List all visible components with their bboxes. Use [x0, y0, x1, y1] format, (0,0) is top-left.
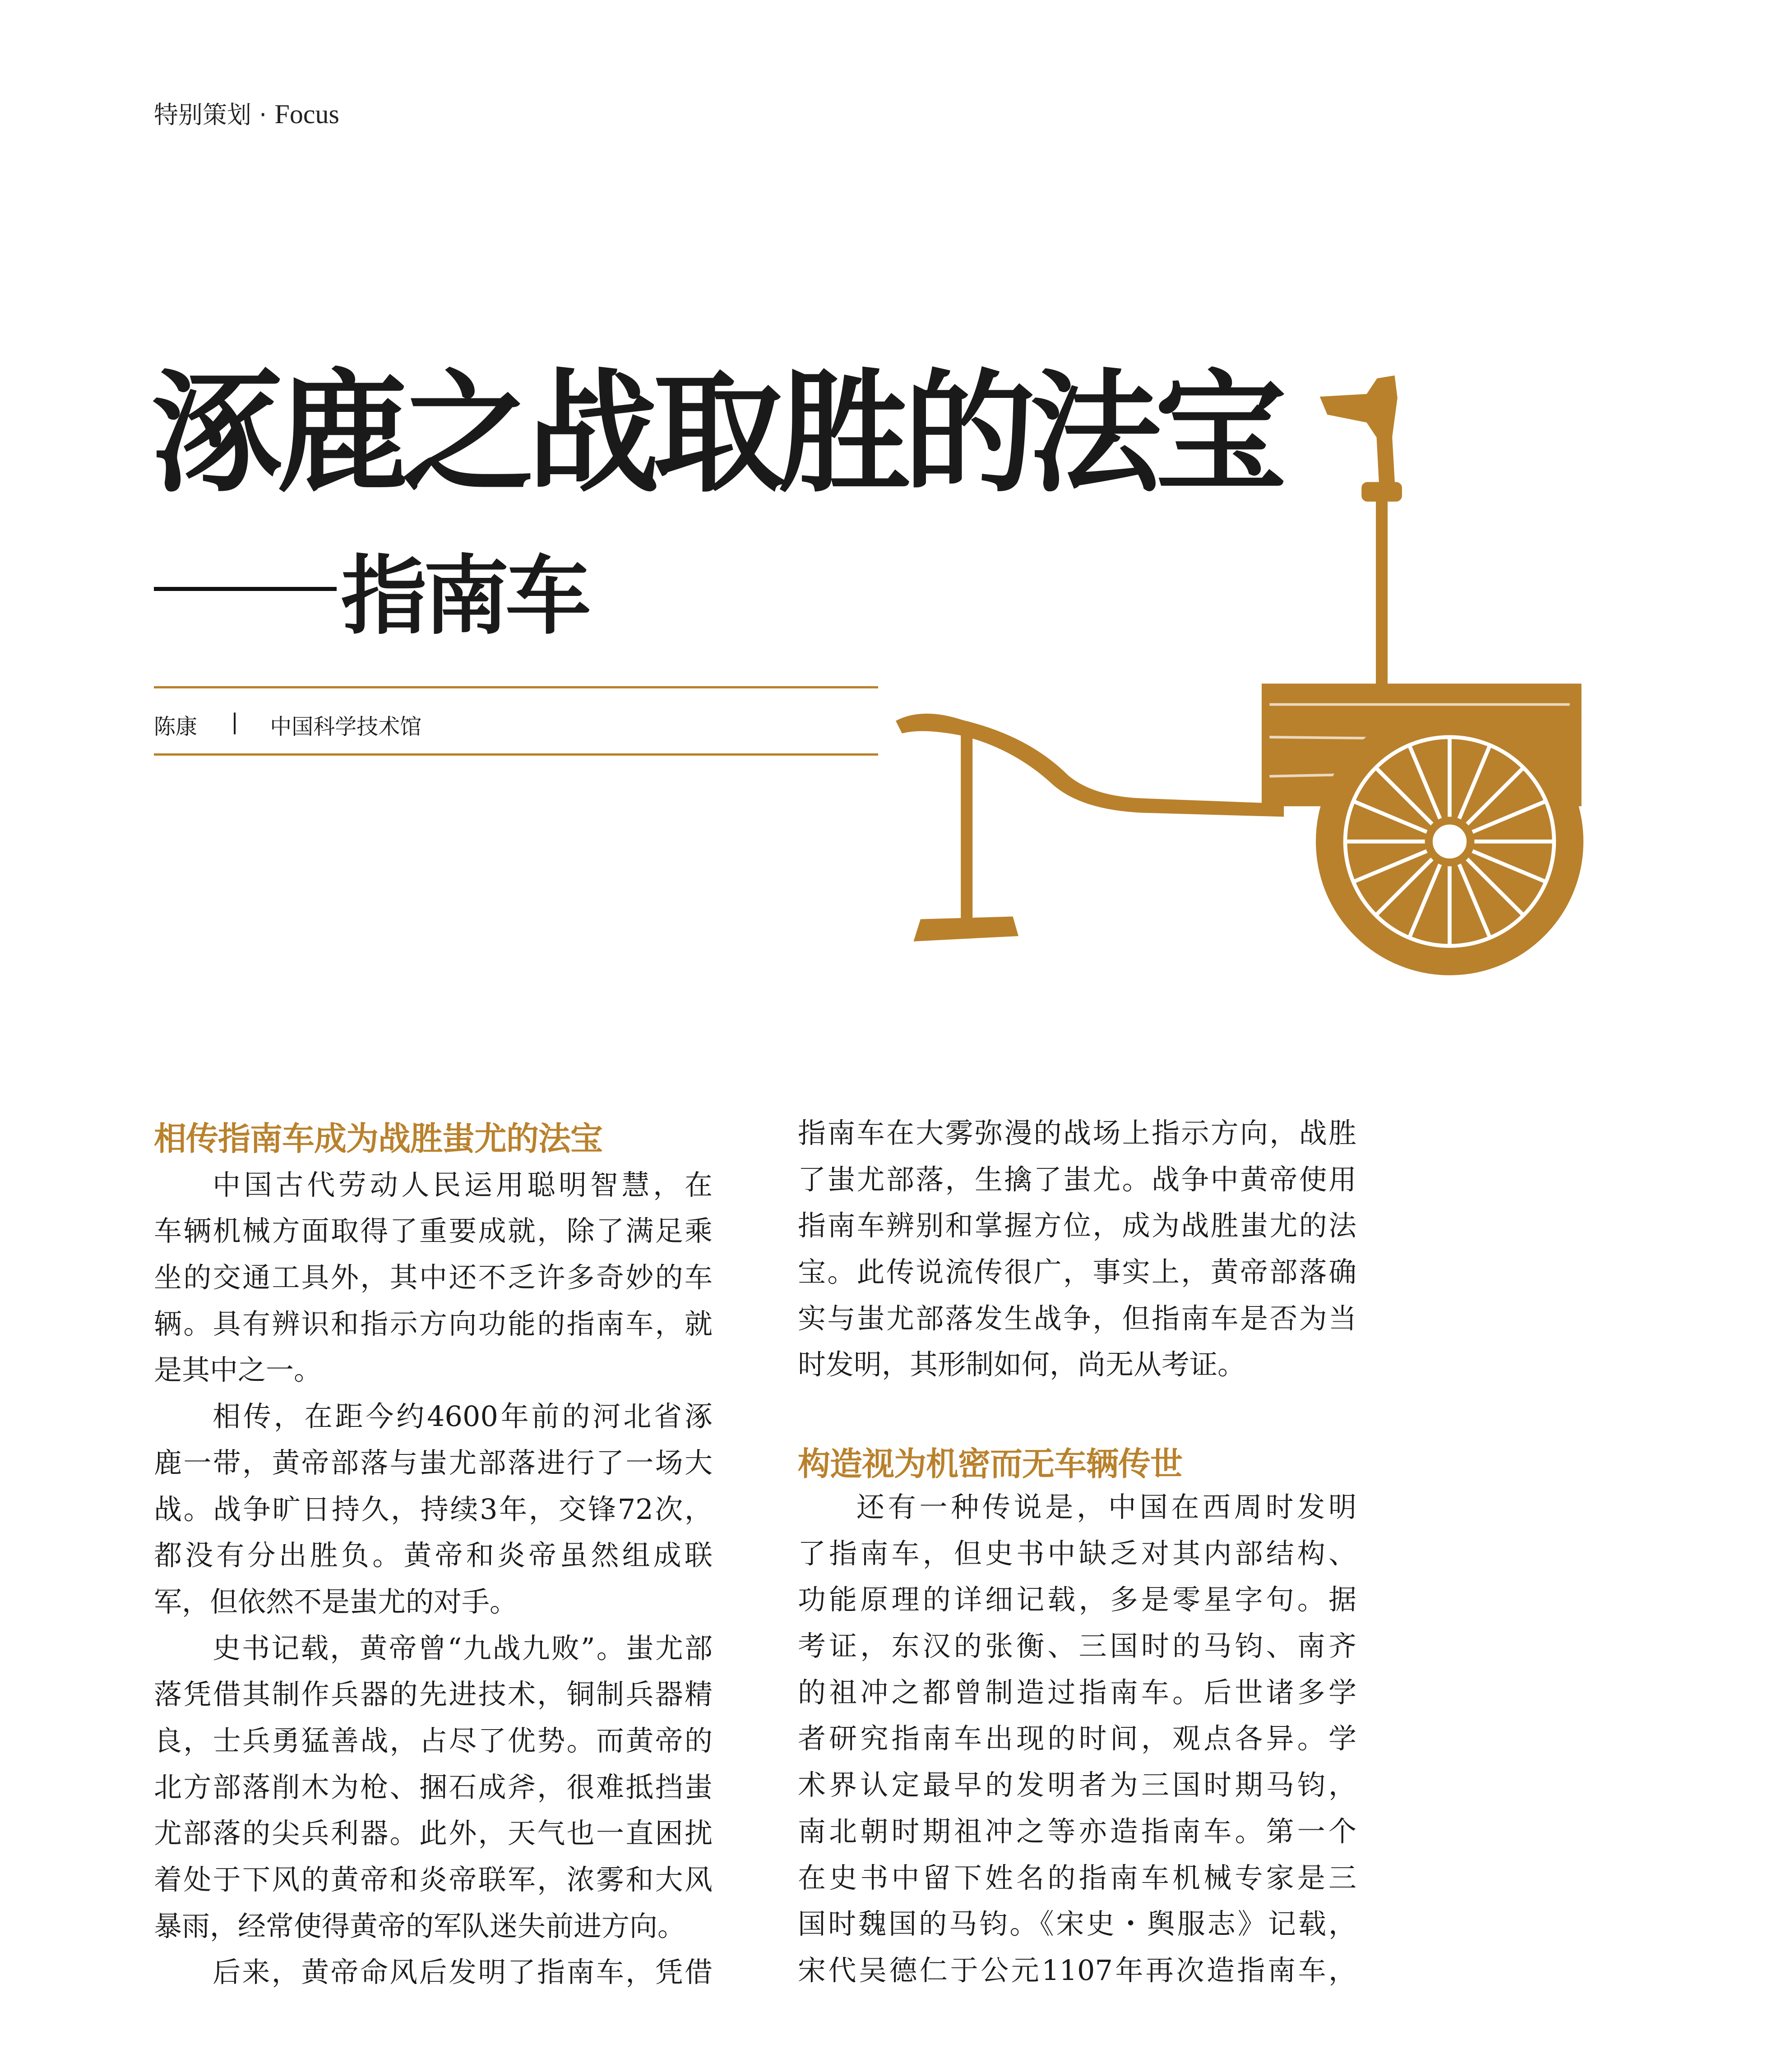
text-line: 战。战争旷日持久，持续3年，交锋72次，: [154, 1492, 713, 1526]
text-line: 者研究指南车出现的时间，观点各异。学: [798, 1722, 1356, 1755]
article-column-1: [154, 1116, 713, 1996]
text-line: 是其中之一。: [154, 1353, 322, 1387]
section-heading: 相传指南车成为战胜蚩尤的法宝: [154, 1120, 603, 1158]
text-line: 实与蚩尤部落发生战争，但指南车是否为当: [798, 1301, 1356, 1335]
article-column-2-body: [798, 1484, 1356, 1994]
text-line: 尤部落的尖兵利器。此外，天气也一直困扰: [154, 1817, 713, 1850]
text-line: 落凭借其制作兵器的先进技术，铜制兵器精: [154, 1678, 713, 1711]
text-line: 考证，东汉的张衡、三国时的马钧、南齐: [798, 1629, 1356, 1663]
article-subtitle: [154, 544, 588, 646]
text-line: 的祖冲之都曾制造过指南车。后世诸多学: [798, 1675, 1356, 1709]
text-line: 史书记载，黄帝曾“九战九败”。蚩尤部: [213, 1631, 713, 1665]
section-dot: ·: [259, 101, 267, 129]
article-column-2-top: [798, 1110, 1356, 1388]
text-line: 坐的交通工具外，其中还不乏许多奇妙的车: [154, 1261, 713, 1294]
subtitle-text: 指南车: [341, 546, 588, 646]
text-line: 时发明，其形制如何，尚无从考证。: [798, 1348, 1246, 1381]
text-line: 车辆机械方面取得了重要成就，除了满足乘: [154, 1214, 713, 1248]
text-line: 宝。此传说流传很广，事实上，黄帝部落确: [798, 1255, 1356, 1289]
article-title: 涿鹿之战取胜的法宝: [151, 355, 1280, 510]
text-line: 鹿一带，黄帝部落与蚩尤部落进行了一场大: [154, 1446, 713, 1479]
text-line: 在史书中留下姓名的指南车机械专家是三: [798, 1861, 1356, 1894]
byline-top-rule: [154, 686, 878, 688]
text-line: 还有一种传说是，中国在西周时发明: [856, 1491, 1356, 1523]
section-header: [154, 96, 339, 130]
text-line: 了指南车，但史书中缺乏对其内部结构、: [798, 1537, 1356, 1570]
text-line: 了蚩尤部落，生擒了蚩尤。战争中黄帝使用: [798, 1163, 1356, 1196]
subtitle-dash: [154, 587, 337, 591]
text-line: 后来，黄帝命风后发明了指南车，凭借: [213, 1956, 713, 1989]
text-line: 南北朝时期祖冲之等亦造指南车。第一个: [798, 1814, 1356, 1848]
text-line: 军，但依然不是蚩尤的对手。: [154, 1585, 518, 1618]
author: 陈康: [154, 714, 198, 739]
text-line: 指南车在大雾弥漫的战场上指示方向，战胜: [798, 1117, 1356, 1149]
section-label-en: Focus: [274, 99, 339, 129]
text-line: 辆。具有辨识和指示方向功能的指南车，就: [154, 1307, 713, 1340]
text-line: 暴雨，经常使得黄帝的军队迷失前进方向。: [154, 1909, 686, 1943]
text-line: 良，士兵勇猛善战，占尽了优势。而黄帝的: [154, 1724, 713, 1757]
section-label: 特别策划: [154, 101, 251, 129]
article-column-2-heading: [798, 1441, 1356, 1487]
byline-bottom-rule: [154, 753, 878, 756]
text-line: 北方部落削木为枪、捆石成斧，很难抵挡蚩: [154, 1770, 713, 1804]
text-line: 着处于下风的黄帝和炎帝联军，浓雾和大风: [154, 1863, 713, 1896]
text-line: 宋代吴德仁于公元1107年再次造指南车，: [798, 1953, 1356, 1987]
text-line: 术界认定最早的发明者为三国时期马钧，: [798, 1768, 1356, 1802]
text-line: 中国古代劳动人民运用聪明智慧，在: [213, 1168, 713, 1201]
section-heading: 构造视为机密而无车辆传世: [798, 1445, 1183, 1483]
text-line: 国时魏国的马钧。《宋史・舆服志》记载，: [798, 1907, 1356, 1941]
text-line: 相传，在距今约4600年前的河北省涿: [213, 1400, 713, 1433]
chariot-illustration: [884, 369, 1589, 983]
byline: [154, 709, 421, 740]
author-organization: 中国科学技术馆: [270, 714, 422, 739]
byline-separator: |: [231, 709, 239, 734]
text-line: 功能原理的详细记载，多是零星字句。据: [798, 1583, 1356, 1616]
text-line: 指南车辨别和掌握方位，成为战胜蚩尤的法: [798, 1209, 1356, 1242]
text-line: 都没有分出胜负。黄帝和炎帝虽然组成联: [154, 1539, 713, 1572]
